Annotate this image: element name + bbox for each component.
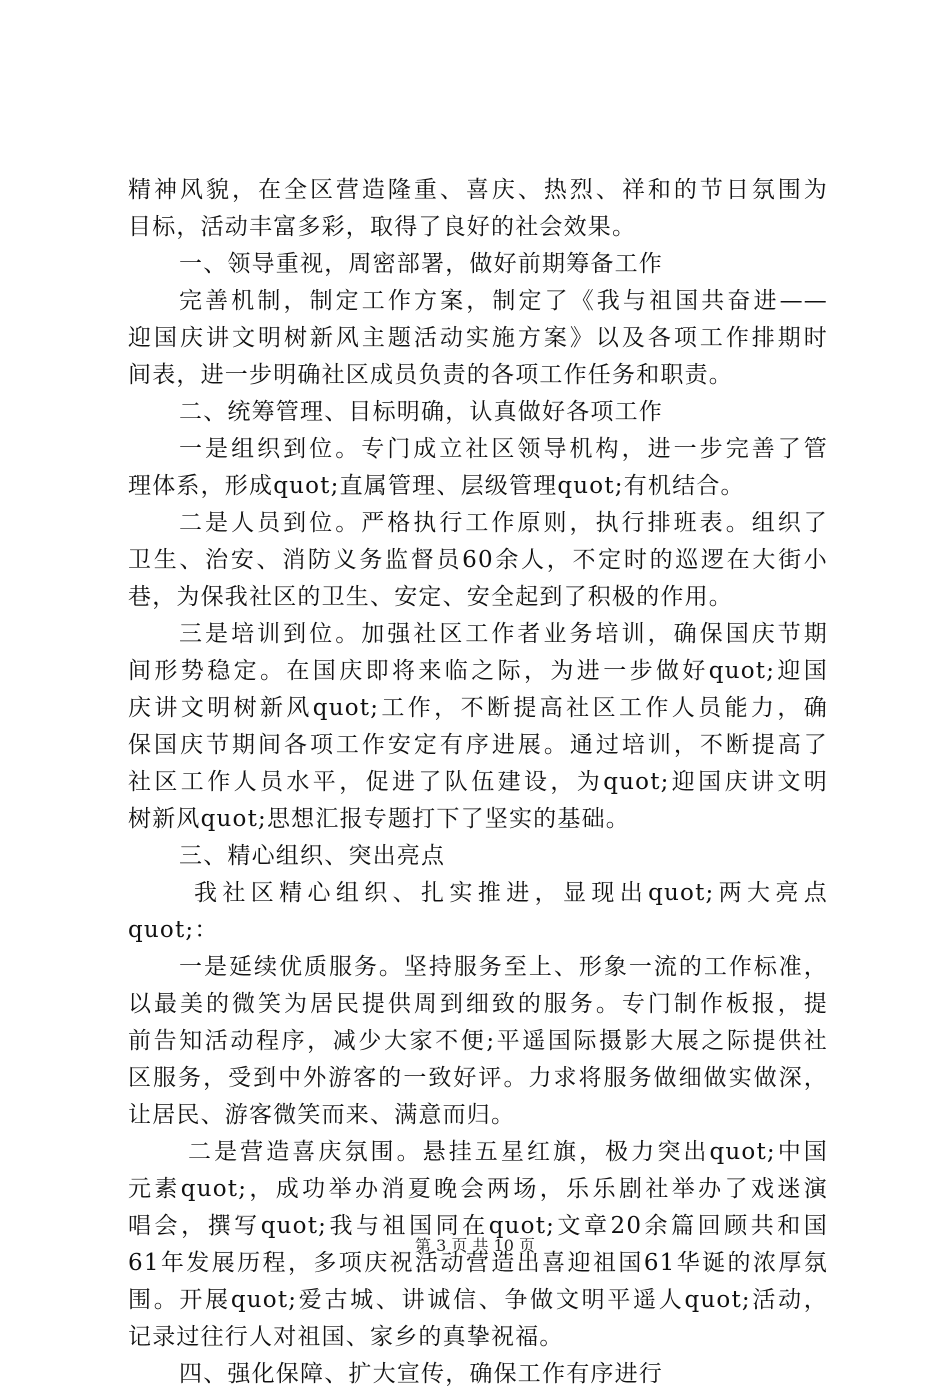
text-line: 二是人员到位。严格执行工作原则，执行排班表。组织了 bbox=[179, 510, 828, 536]
text-line: 目标，活动丰富多彩，取得了良好的社会效果。 bbox=[128, 214, 637, 240]
text-line: 迎国庆讲文明树新风主题活动实施方案》以及各项工作排期时 bbox=[128, 325, 828, 351]
section-heading: 二、统筹管理、目标明确，认真做好各项工作 bbox=[179, 399, 663, 425]
text-line: 间形势稳定。在国庆即将来临之际，为进一步做好quot;迎国 bbox=[128, 658, 828, 684]
text-line: 树新风quot;思想汇报专题打下了坚实的基础。 bbox=[128, 806, 630, 832]
text-line: 社区工作人员水平，促进了队伍建设，为quot;迎国庆讲文明 bbox=[128, 769, 828, 795]
section-heading: 三、精心组织、突出亮点 bbox=[179, 843, 446, 869]
text-line: 围。开展quot;爱古城、讲诚信、争做文明平遥人quot;活动， bbox=[128, 1287, 828, 1313]
text-line: quot;： bbox=[128, 917, 219, 943]
text-line: 区服务，受到中外游客的一致好评。力求将服务做细做实做深， bbox=[128, 1065, 828, 1091]
page-number-footer: 第 3 页 共 10 页 bbox=[415, 1236, 535, 1255]
text-line: 庆讲文明树新风quot;工作，不断提高社区工作人员能力，确 bbox=[128, 695, 828, 721]
text-line: 三是培训到位。加强社区工作者业务培训，确保国庆节期 bbox=[179, 621, 828, 647]
text-line: 唱会，撰写quot;我与祖国同在quot;文章20余篇回顾共和国 bbox=[128, 1213, 828, 1239]
document-body bbox=[128, 172, 828, 1393]
text-line: 卫生、治安、消防义务监督员60余人，不定时的巡逻在大街小 bbox=[128, 547, 828, 573]
text-line: 精神风貌，在全区营造隆重、喜庆、热烈、祥和的节日氛围为 bbox=[128, 177, 828, 203]
text-line: 间表，进一步明确社区成员负责的各项工作任务和职责。 bbox=[128, 362, 733, 388]
text-line: 元素quot;，成功举办消夏晚会两场，乐乐剧社举办了戏迷演 bbox=[128, 1176, 828, 1202]
text-line: 一是延续优质服务。坚持服务至上、形象一流的工作标准， bbox=[179, 954, 828, 980]
text-line: 完善机制，制定工作方案，制定了《我与祖国共奋进—— bbox=[179, 288, 828, 314]
text-line: 我社区精心组织、扎实推进，显现出quot;两大亮点 bbox=[194, 880, 828, 906]
section-heading: 一、领导重视，周密部署，做好前期筹备工作 bbox=[179, 251, 663, 277]
text-line: 一是组织到位。专门成立社区领导机构，进一步完善了管 bbox=[179, 436, 828, 462]
text-line: 理体系，形成quot;直属管理、层级管理quot;有机结合。 bbox=[128, 473, 745, 499]
text-line: 61年发展历程，多项庆祝活动营造出喜迎祖国61华诞的浓厚氛 bbox=[128, 1250, 828, 1276]
text-line: 巷，为保我社区的卫生、安定、安全起到了积极的作用。 bbox=[128, 584, 733, 610]
text-line: 前告知活动程序，减少大家不便;平遥国际摄影大展之际提供社 bbox=[128, 1028, 828, 1054]
text-line: 以最美的微笑为居民提供周到细致的服务。专门制作板报，提 bbox=[128, 991, 828, 1017]
section-heading: 四、强化保障、扩大宣传，确保工作有序进行 bbox=[179, 1361, 663, 1387]
text-line: 让居民、游客微笑而来、满意而归。 bbox=[128, 1102, 516, 1128]
text-line: 二是营造喜庆氛围。悬挂五星红旗，极力突出quot;中国 bbox=[188, 1139, 828, 1165]
text-line: 保国庆节期间各项工作安定有序进展。通过培训，不断提高了 bbox=[128, 732, 828, 758]
text-line: 记录过往行人对祖国、家乡的真挚祝福。 bbox=[128, 1324, 564, 1350]
